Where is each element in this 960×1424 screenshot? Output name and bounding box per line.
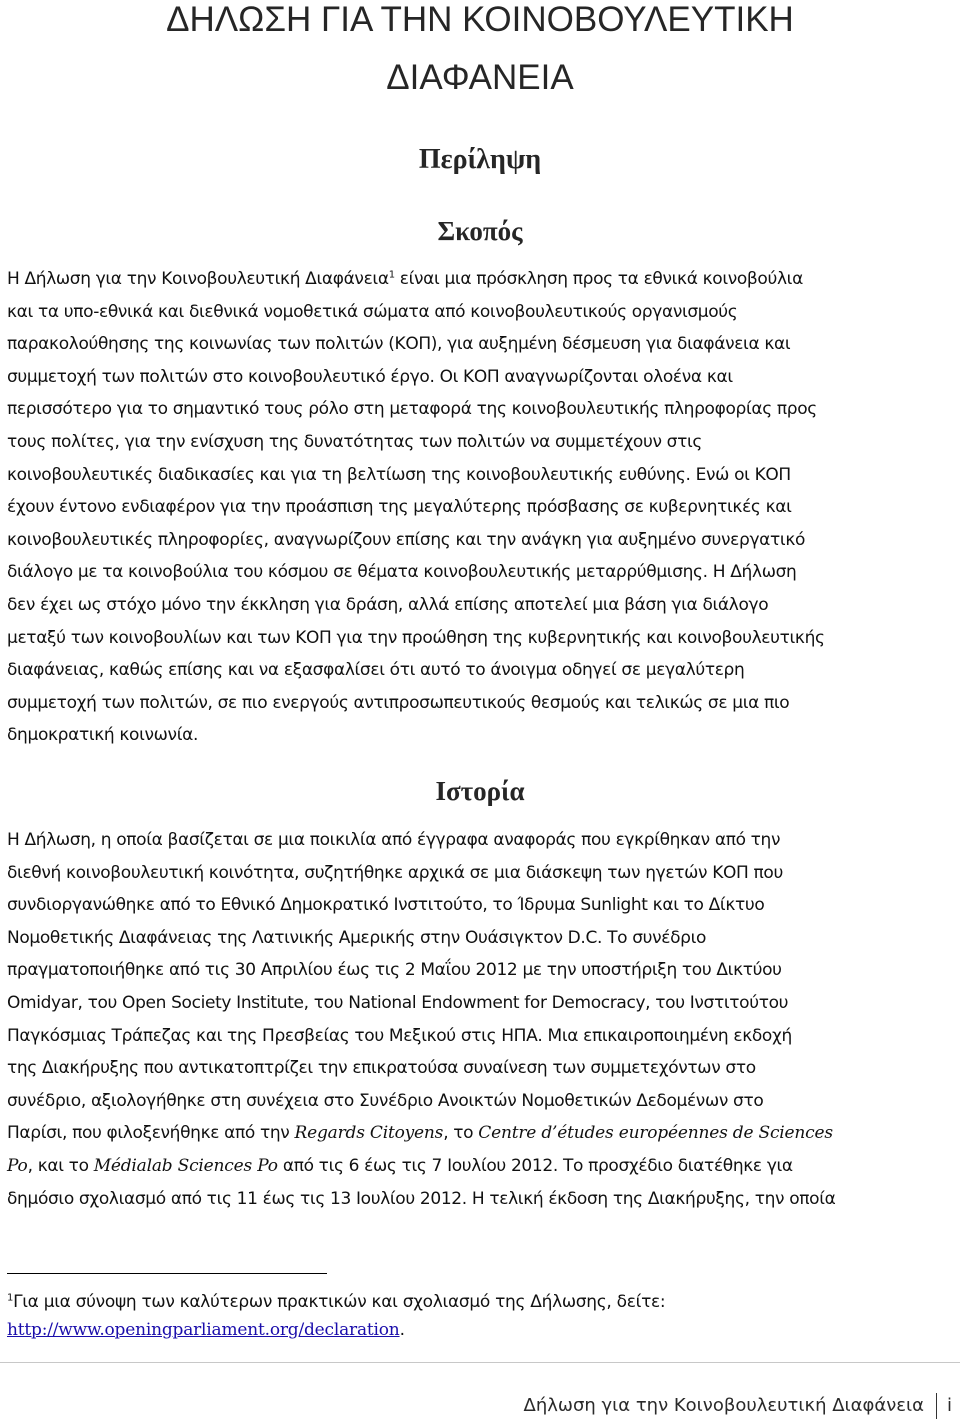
footnote-line xyxy=(7,1288,947,1316)
page-footer xyxy=(524,1392,952,1422)
text-span: , και το xyxy=(27,1155,94,1176)
text-line xyxy=(7,263,955,296)
text-line: διεθνή κοινοβουλευτική κοινότητα, συζητήθηκε αρχικά σε μια διάσκεψη των ηγετών ΚΟΠ που xyxy=(7,862,783,883)
footnote-period: . xyxy=(399,1320,405,1340)
text-line: και τα υπο-εθνικά και διεθνικά νομοθετικά σώματα από κοινοβουλευτικούς οργανισμούς xyxy=(7,301,738,322)
footnote-number: 1 xyxy=(7,1292,14,1304)
title-line-2: ΔΙΑΦΑΝΕΙΑ xyxy=(386,58,574,97)
page-number: i xyxy=(946,1395,952,1416)
text-line: τους πολίτες, για την ενίσχυση της δυνατότητας των πολιτών να συμμετέχουν στις xyxy=(7,431,703,452)
footnote-text: Για μια σύνοψη των καλύτερων πρακτικών και σχολιασμό της Δήλωσης, δείτε: xyxy=(13,1292,666,1312)
declaration-link[interactable]: http://www.openingparliament.org/declaration xyxy=(7,1320,400,1340)
text-span: Παρίσι, που φιλοξενήθηκε από την xyxy=(7,1123,295,1144)
purpose-paragraph xyxy=(7,263,955,752)
text-line: της Διακήρυξης που αντικατοπτρίζει την επικρατούσα συναίνεση των συμμετεχόντων στο xyxy=(7,1058,756,1079)
text-line: Omidyar, του Open Society Institute, του National Endowment for Democracy, του Ινστιτούτου xyxy=(7,992,789,1013)
text-line: Η Δήλωση, η οποία βασίζεται σε μια ποικιλία από έγγραφα αναφοράς που εγκρίθηκαν από την xyxy=(7,830,781,850)
text-line xyxy=(7,1150,955,1183)
purpose-heading: Σκοπός xyxy=(437,216,523,246)
footnote-line xyxy=(7,1316,947,1344)
text-line: έχουν έντονο ενδιαφέρον για την προάσπιση της μεγαλύτερης πρόσβασης σε κυβερνητικές και xyxy=(7,497,792,518)
text-line: Νομοθετικής Διαφάνειας της Λατινικής Αμερικής στην Ουάσιγκτον D.C. Το συνέδριο xyxy=(7,927,707,948)
text-span: , το xyxy=(443,1123,479,1144)
text-line: συμμετοχή των πολιτών στο κοινοβουλευτικό έργο. Οι ΚΟΠ αναγνωρίζονται ολοένα και xyxy=(7,366,733,387)
summary-heading: Περίληψη xyxy=(418,144,542,175)
footnote-separator xyxy=(7,1273,327,1274)
text-line: δημόσιο σχολιασμό από τις 11 έως τις 13 Ιουλίου 2012. Η τελική έκδοση της Διακήρυξης, την οποία xyxy=(7,1188,836,1209)
italic-text: Médialab Sciences Po xyxy=(93,1155,278,1176)
text-line: κοινοβουλευτικές διαδικασίες και για τη βελτίωση της κοινοβουλευτικής ευθύνης. Ενώ οι ΚΟΠ xyxy=(7,464,791,485)
text-line: δημοκρατική κοινωνία. xyxy=(7,725,199,746)
text-span: από τις 6 έως τις 7 Ιουλίου 2012. Το προσχέδιο διατέθηκε για xyxy=(277,1155,793,1176)
footnote-reference[interactable]: 1 xyxy=(388,269,395,281)
text-line: κοινοβουλευτικές πληροφορίες, αναγνωρίζουν επίσης και την ανάγκη για αυξημένο συνεργατικό xyxy=(7,529,806,550)
italic-text: Centre d’études européennes de Sciences xyxy=(478,1123,833,1144)
text-line: μεταξύ των κοινοβουλίων και των ΚΟΠ για την προώθηση της κυβερνητικής και κοινοβουλευτικής xyxy=(7,627,825,648)
text-line: παρακολούθησης της κοινωνίας των πολιτών (ΚΟΠ), για αυξημένη δέσμευση για διαφάνεια και xyxy=(7,334,791,355)
italic-text: Po xyxy=(7,1155,28,1176)
text-line: περισσότερο για το σημαντικό τους ρόλο στη μεταφορά της κοινοβουλευτικής πληροφορίας προς xyxy=(7,399,817,420)
text-span: είναι μια πρόσκληση προς τα εθνικά κοινοβούλια xyxy=(394,269,803,289)
history-paragraph xyxy=(7,824,955,1215)
text-line: διαφάνειας, καθώς επίσης και να εξασφαλίσει ότι αυτό το άνοιγμα οδηγεί σε μεγαλύτερη xyxy=(7,660,745,681)
text-span: Η Δήλωση για την Κοινοβουλευτική Διαφάνεια xyxy=(7,269,389,289)
title-line-1: ΔΗΛΩΣΗ ΓΙΑ ΤΗΝ ΚΟΙΝΟΒΟΥΛΕΥΤΙΚΗ xyxy=(166,0,794,39)
footer-title: Δήλωση για την Κοινοβουλευτική Διαφάνεια xyxy=(523,1395,924,1416)
italic-text: Regards Citoyens xyxy=(294,1123,444,1144)
text-line: Παγκόσμιας Τράπεζας και της Πρεσβείας του Μεξικού στις ΗΠΑ. Μια επικαιροποιημένη εκδοχή xyxy=(7,1025,792,1046)
text-line: διάλογο με τα κοινοβούλια του κόσμου σε θέματα κοινοβουλευτικής μεταρρύθμισης. Η Δήλωση xyxy=(7,562,797,583)
text-line: δεν έχει ως στόχο μόνο την έκκληση για δράση, αλλά επίσης αποτελεί μια βάση για διάλογο xyxy=(7,594,769,615)
text-line: συνδιοργανώθηκε από το Εθνικό Δημοκρατικό Ινστιτούτο, το Ίδρυμα Sunlight και το Δίκτυο xyxy=(7,895,765,916)
text-line: συνέδριο, αξιολογήθηκε στη συνέχεια στο Συνέδριο Ανοικτών Νομοθετικών Δεδομένων στο xyxy=(7,1090,764,1111)
text-line: συμμετοχή των πολιτών, σε πιο ενεργούς αντιπροσωπευτικούς θεσμούς και τελικώς σε μια πιο xyxy=(7,692,790,713)
history-heading: Ιστορία xyxy=(435,776,525,806)
footnote xyxy=(7,1288,947,1344)
text-line xyxy=(7,1117,955,1150)
footer-separator xyxy=(936,1393,937,1419)
text-line: πραγματοποιήθηκε από τις 30 Απριλίου έως τις 2 Μαΐου 2012 με την υποστήριξη του Δικτύου xyxy=(7,960,782,981)
footer-divider xyxy=(0,1362,960,1363)
